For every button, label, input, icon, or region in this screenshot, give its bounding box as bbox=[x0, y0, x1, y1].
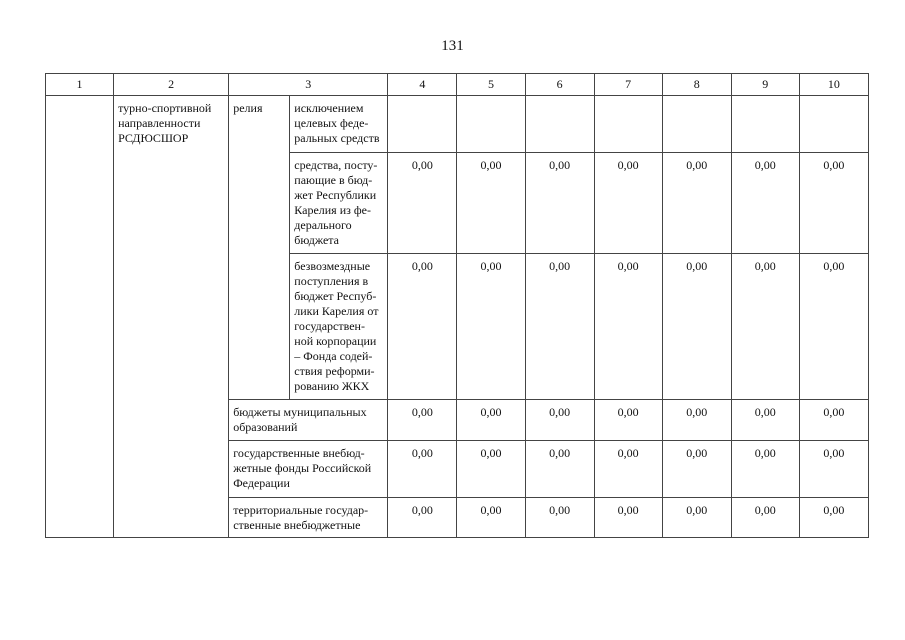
value-cell: 0,00 bbox=[799, 498, 868, 538]
source-label: исключением целевых феде-ральных средств bbox=[290, 96, 388, 153]
value-cell bbox=[388, 96, 457, 153]
value-cell: 0,00 bbox=[525, 498, 594, 538]
value-cell: 0,00 bbox=[731, 254, 799, 400]
source-label: безвозмездные поступления в бюджет Респуб-лики Карелия от государствен-ной корпорации – Фонда содей-ствия реформи-рованию ЖКХ bbox=[290, 254, 388, 400]
col1-cell bbox=[46, 96, 114, 538]
table-row bbox=[46, 96, 869, 153]
value-cell: 0,00 bbox=[731, 498, 799, 538]
value-cell: 0,00 bbox=[388, 498, 457, 538]
value-cell: 0,00 bbox=[662, 400, 731, 441]
value-cell: 0,00 bbox=[731, 441, 799, 498]
source-label: территориальные государ-ственные внебюджетные bbox=[229, 498, 388, 538]
source-label: государственные внебюд-жетные фонды Российской Федерации bbox=[229, 441, 388, 498]
value-cell: 0,00 bbox=[525, 400, 594, 441]
value-cell: 0,00 bbox=[594, 400, 662, 441]
value-cell: 0,00 bbox=[388, 254, 457, 400]
header-cell: 3 bbox=[229, 74, 388, 96]
value-cell bbox=[594, 96, 662, 153]
header-cell: 2 bbox=[114, 74, 229, 96]
value-cell: 0,00 bbox=[799, 153, 868, 254]
header-cell: 10 bbox=[799, 74, 868, 96]
header-cell: 1 bbox=[46, 74, 114, 96]
value-cell: 0,00 bbox=[662, 498, 731, 538]
header-row bbox=[46, 74, 869, 96]
value-cell: 0,00 bbox=[594, 254, 662, 400]
value-cell: 0,00 bbox=[799, 400, 868, 441]
header-cell: 5 bbox=[457, 74, 525, 96]
value-cell bbox=[731, 96, 799, 153]
value-cell: 0,00 bbox=[388, 400, 457, 441]
value-cell: 0,00 bbox=[388, 153, 457, 254]
program-name-cell: турно-спортивной направленности РСДЮСШОР bbox=[114, 96, 229, 538]
value-cell bbox=[662, 96, 731, 153]
header-cell: 6 bbox=[525, 74, 594, 96]
value-cell: 0,00 bbox=[594, 153, 662, 254]
value-cell: 0,00 bbox=[457, 498, 525, 538]
source-label: бюджеты муниципальных образований bbox=[229, 400, 388, 441]
value-cell: 0,00 bbox=[662, 153, 731, 254]
source-label: средства, посту-пающие в бюд-жет Республики Карелия из фе-дерального бюджета bbox=[290, 153, 388, 254]
value-cell: 0,00 bbox=[388, 441, 457, 498]
budget-table bbox=[45, 73, 869, 538]
value-cell: 0,00 bbox=[457, 153, 525, 254]
value-cell: 0,00 bbox=[594, 441, 662, 498]
header-cell: 9 bbox=[731, 74, 799, 96]
value-cell: 0,00 bbox=[457, 254, 525, 400]
value-cell: 0,00 bbox=[662, 254, 731, 400]
value-cell: 0,00 bbox=[731, 400, 799, 441]
value-cell: 0,00 bbox=[799, 441, 868, 498]
value-cell: 0,00 bbox=[525, 254, 594, 400]
source-group-cell: релия bbox=[229, 96, 290, 400]
value-cell: 0,00 bbox=[525, 153, 594, 254]
page-number: 131 bbox=[441, 38, 464, 54]
value-cell bbox=[525, 96, 594, 153]
value-cell: 0,00 bbox=[525, 441, 594, 498]
header-cell: 7 bbox=[594, 74, 662, 96]
header-cell: 8 bbox=[662, 74, 731, 96]
value-cell: 0,00 bbox=[662, 441, 731, 498]
value-cell: 0,00 bbox=[799, 254, 868, 400]
value-cell bbox=[799, 96, 868, 153]
value-cell: 0,00 bbox=[594, 498, 662, 538]
value-cell: 0,00 bbox=[457, 441, 525, 498]
value-cell bbox=[457, 96, 525, 153]
value-cell: 0,00 bbox=[731, 153, 799, 254]
value-cell: 0,00 bbox=[457, 400, 525, 441]
header-cell: 4 bbox=[388, 74, 457, 96]
